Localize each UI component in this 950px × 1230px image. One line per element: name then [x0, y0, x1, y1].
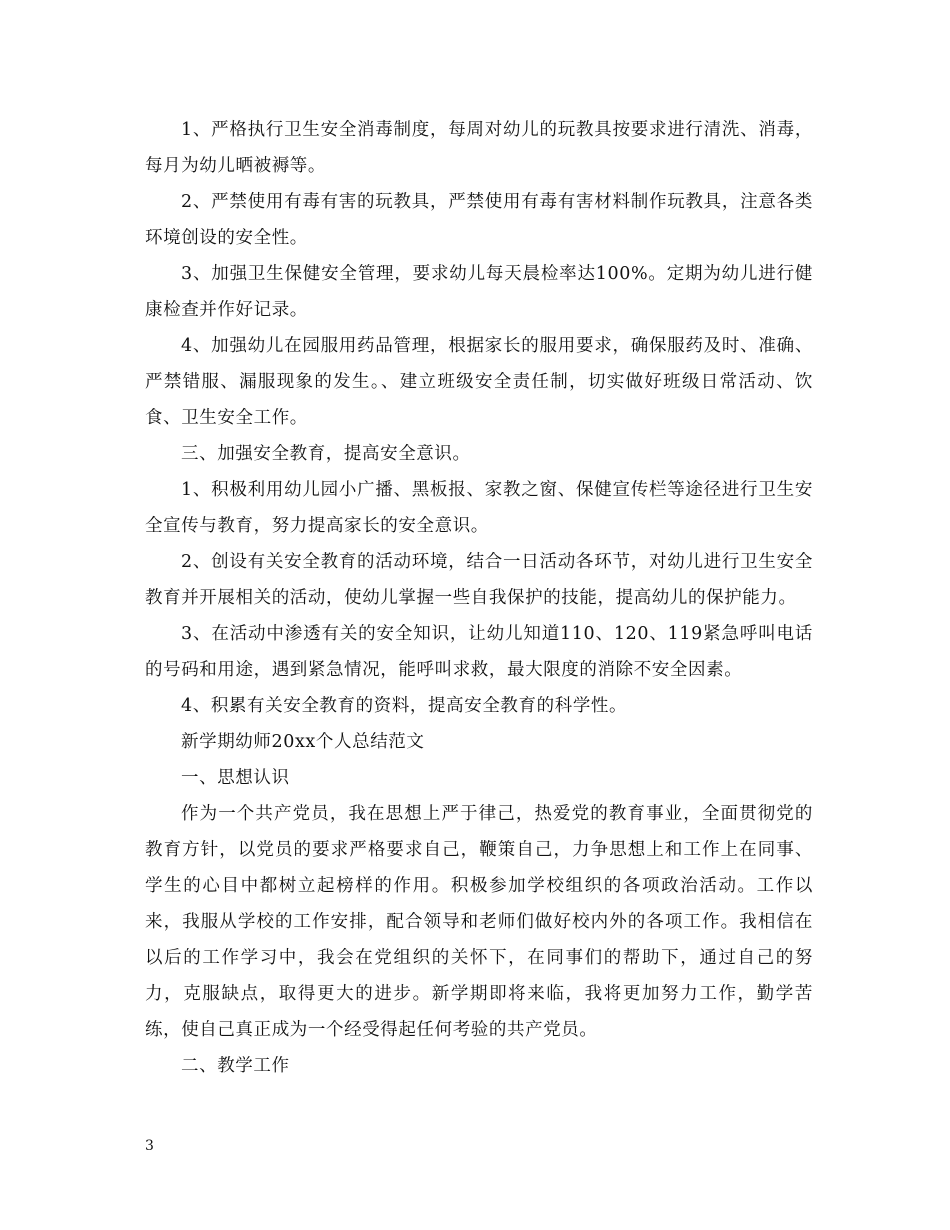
paragraph: 2、严禁使用有毒有害的玩教具，严禁使用有毒有害材料制作玩教具，注意各类环境创设的安全性。: [145, 192, 813, 248]
paragraph: 1、严格执行卫生安全消毒制度，每周对幼儿的玩教具按要求进行清洗、消毒，每月为幼儿晒被褥等。: [145, 120, 813, 176]
paragraph: 3、在活动中渗透有关的安全知识，让幼儿知道110、120、119紧急呼叫电话的号码和用途，遇到紧急情况，能呼叫求救，最大限度的消除不安全因素。: [145, 624, 813, 680]
paragraph: 作为一个共产党员，我在思想上严于律己，热爱党的教育事业，全面贯彻党的教育方针，以党员的要求严格要求自己，鞭策自己，力争思想上和工作上在同事、学生的心目中都树立起榜样的作用。积极参加学校组织的各项政治活动。工作以来，我服从学校的工作安排，配合领导和老师们做好校内外的各项工作。我相信在以后的工作学习中，我会在党组织的关怀下，在同事们的帮助下，通过自己的努力，克服缺点，取得更大的进步。新学期即将来临，我将更加努力工作，勤学苦练，使自己真正成为一个经受得起任何考验的共产党员。: [145, 804, 813, 1040]
section-heading: 二、教学工作: [181, 1056, 290, 1076]
paragraph: 1、积极利用幼儿园小广播、黑板报、家教之窗、保健宣传栏等途径进行卫生安全宣传与教育，努力提高家长的安全意识。: [145, 480, 813, 536]
paragraph: 4、积累有关安全教育的资料，提高安全教育的科学性。: [181, 696, 628, 716]
page-number: 3: [145, 1138, 154, 1154]
section-heading: 三、加强安全教育，提高安全意识。: [181, 444, 471, 464]
paragraph: 3、加强卫生保健安全管理，要求幼儿每天晨检率达100%。定期为幼儿进行健康检查并作好记录。: [145, 264, 813, 320]
document-title: 新学期幼师20xx个人总结范文: [181, 732, 425, 752]
paragraph: 2、创设有关安全教育的活动环境，结合一日活动各环节，对幼儿进行卫生安全教育并开展相关的活动，使幼儿掌握一些自我保护的技能，提高幼儿的保护能力。: [145, 552, 813, 608]
section-heading: 一、思想认识: [181, 768, 290, 788]
document-body: [145, 112, 813, 1084]
paragraph: 4、加强幼儿在园服用药品管理，根据家长的服用要求，确保服药及时、准确、严禁错服、漏服现象的发生。、建立班级安全责任制，切实做好班级日常活动、饮食、卫生安全工作。: [145, 336, 813, 428]
